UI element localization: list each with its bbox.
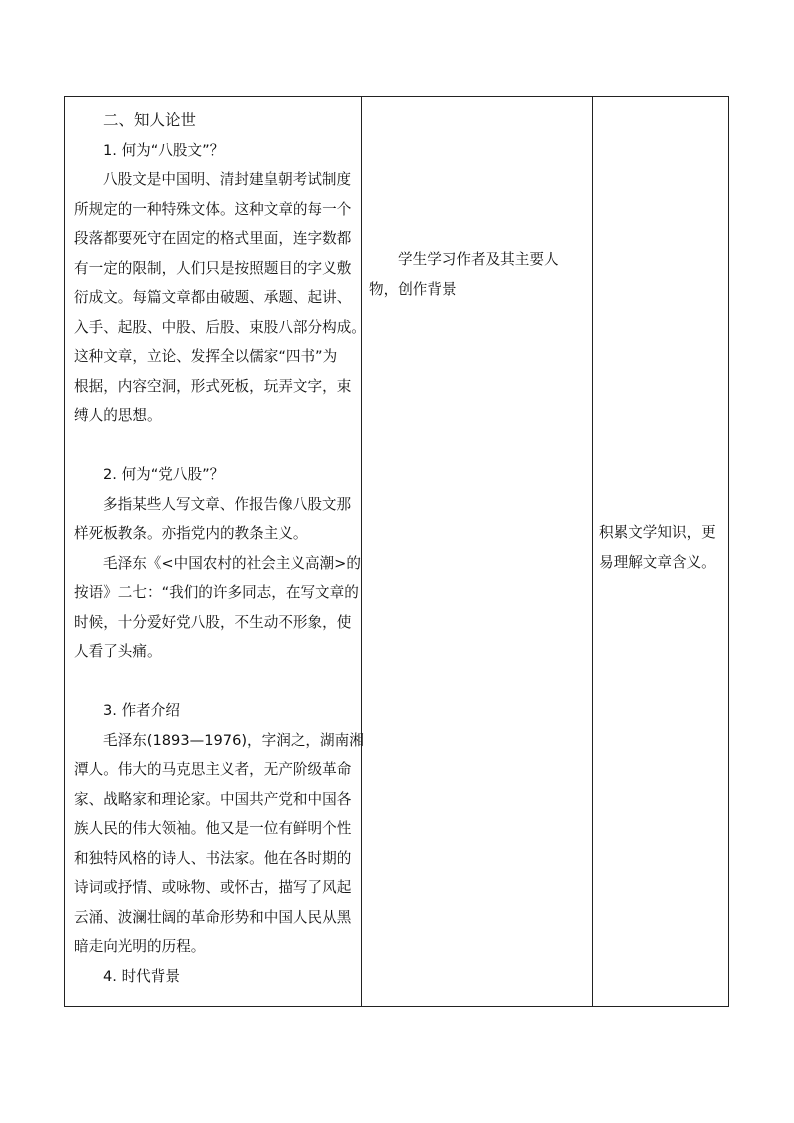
text-line: 缚人的思想。 bbox=[74, 407, 162, 424]
text-line: 时候，十分爱好党八股，不生动不形象，使 bbox=[74, 613, 352, 631]
text-line: 入手、起股、中股、后股、束股八部分构成。 bbox=[74, 318, 366, 336]
design-intent-column bbox=[593, 97, 728, 1006]
text-line: 家、战略家和理论家。中国共产党和中国各 bbox=[74, 790, 352, 808]
question-2-answer bbox=[74, 490, 361, 667]
question-3-title: 3. 作者介绍 bbox=[103, 702, 180, 719]
text-line: 按语》二七：“我们的许多同志，在写文章的 bbox=[74, 584, 359, 601]
text-line: 毛泽东《<中国农村的社会主义高潮>的 bbox=[103, 554, 361, 572]
activity-line: 物，创作背景 bbox=[369, 280, 457, 298]
text-line: 根据，内容空洞，形式死板，玩弄文字，束 bbox=[74, 377, 352, 395]
text-line: 多指某些人写文章、作报告像八股文那 bbox=[103, 495, 352, 513]
text-line: 八股文是中国明、清封建皇朝考试制度 bbox=[103, 171, 352, 188]
text-line: 段落都要死守在固定的格式里面，连字数都 bbox=[74, 230, 352, 247]
text-line: 诗词或抒情、或咏物、或怀古，描写了风起 bbox=[74, 879, 352, 896]
text-line: 所规定的一种特殊文体。这种文章的每一个 bbox=[74, 200, 352, 218]
student-activity-column bbox=[362, 97, 593, 1006]
text-line: 族人民的伟大领袖。他又是一位有鲜明个性 bbox=[74, 820, 352, 837]
lesson-table bbox=[64, 96, 729, 1007]
intent-line: 积累文学知识，更 bbox=[599, 524, 716, 541]
text-line: 这种文章，立论、发挥全以儒家“四书”为 bbox=[74, 348, 338, 365]
question-3-answer bbox=[74, 726, 364, 962]
text-line: 人看了头痛。 bbox=[74, 643, 162, 660]
question-1-answer bbox=[74, 165, 366, 431]
text-line: 暗走向光明的历程。 bbox=[74, 938, 206, 955]
section-heading: 二、知人论世 bbox=[103, 111, 197, 129]
text-line: 和独特风格的诗人、书法家。他在各时期的 bbox=[74, 849, 352, 867]
content-column bbox=[65, 97, 366, 1006]
text-line: 云涌、波澜壮阔的革命形势和中国人民从黑 bbox=[74, 908, 352, 926]
text-line: 潭人。伟大的马克思主义者，无产阶级革命 bbox=[74, 761, 352, 778]
question-2-title: 2. 何为“党八股”？ bbox=[103, 466, 225, 483]
text-line: 衍成文。每篇文章都由破题、承题、起讲、 bbox=[74, 289, 352, 306]
question-1-title: 1. 何为“八股文”？ bbox=[103, 141, 225, 159]
text-line: 毛泽东(1893—1976)，字润之，湖南湘 bbox=[103, 731, 364, 749]
text-line: 有一定的限制，人们只是按照题目的字义敷 bbox=[74, 259, 352, 277]
activity-line: 学生学习作者及其主要人 bbox=[398, 251, 559, 268]
question-4-title: 4. 时代背景 bbox=[103, 967, 180, 985]
intent-line: 易理解文章含义。 bbox=[599, 553, 716, 571]
text-line: 样死板教条。亦指党内的教条主义。 bbox=[74, 525, 308, 542]
